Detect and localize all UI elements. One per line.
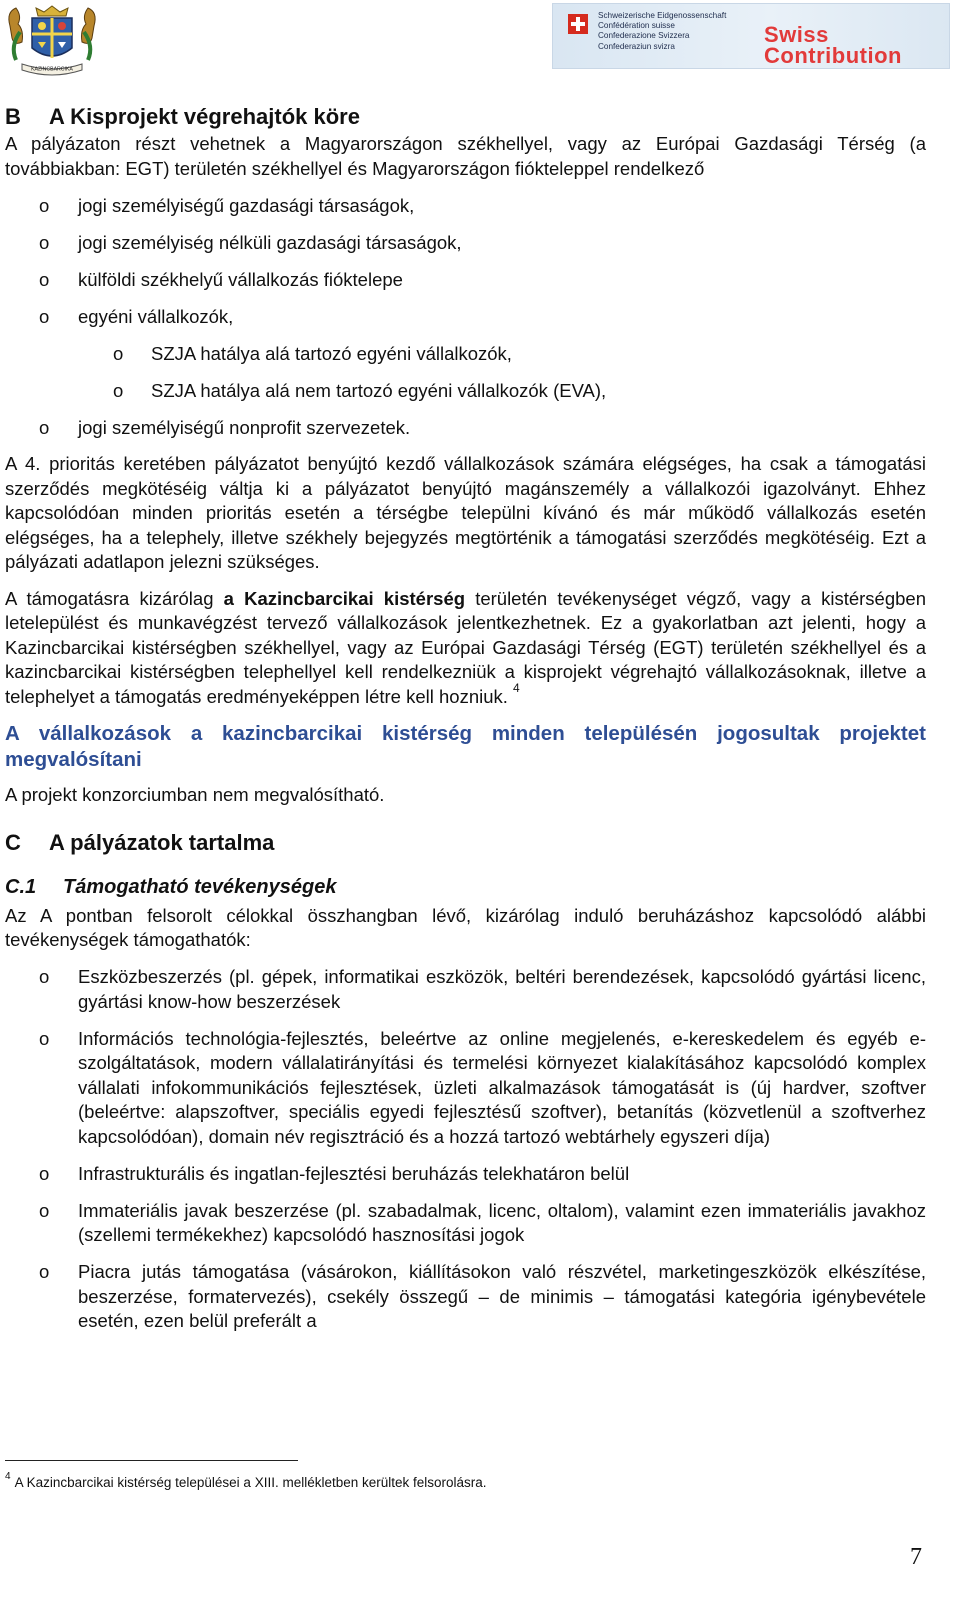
footnote-reference: 4: [513, 680, 520, 695]
brand-line: Contribution: [764, 43, 902, 68]
section-letter: C: [5, 829, 21, 855]
list-item-text: Infrastrukturális és ingatlan-fejlesztési beruházás telekhatáron belül: [78, 1162, 630, 1184]
list-item-text: jogi személyiség nélküli gazdasági társaságok,: [78, 231, 462, 253]
bullet: o: [39, 231, 50, 253]
subsection-title: Támogatható tevékenységek: [63, 875, 337, 898]
bullet: o: [113, 379, 124, 401]
confed-line: Confederazione Svizzera: [598, 31, 690, 41]
page-number: 7: [910, 1544, 922, 1570]
confed-line: Schweizerische Eidgenossenschaft: [598, 11, 727, 20]
supported-activities-list: [5, 965, 926, 1334]
paragraph-bold-text: a Kazincbarcikai kistérség: [223, 587, 466, 609]
kazincbarcika-coat-of-arms-logo: [4, 2, 100, 78]
footnote-text: A Kazincbarcikai kistérség települései a XIII. mellékletben kerültek felsorolásra.: [14, 1475, 487, 1490]
document-body: [5, 100, 926, 1334]
blue-highlight-heading: A vállalkozások a kazincbarcikai kistérség minden településén jogosultak projektet megvalósítani: [5, 722, 926, 771]
list-item-text: jogi személyiségű nonprofit szervezetek.: [78, 416, 411, 438]
list-item: [5, 231, 926, 256]
eligible-entity-list: [5, 194, 926, 330]
section-c-heading: [5, 828, 926, 858]
section-b-intro: A pályázaton részt vehetnek a Magyarországon székhellyel, vagy az Európai Gazdasági Térség (a továbbiakban: EGT) területén székhellyel és Magyarországon fióktelеppel rendelkező: [5, 133, 926, 179]
eligible-entity-list-end: [5, 416, 926, 441]
swiss-contribution-logo: [552, 3, 950, 69]
bullet: o: [113, 342, 124, 364]
section-title: A pályázatok tartalma: [49, 829, 275, 855]
list-item-text: Eszközbeszerzés (pl. gépek, informatikai eszközök, beltéri berendezések, kapcsolódó gyártási licenc, gyártási know-how beszerzések: [78, 966, 926, 1012]
confed-line: Confédération suisse: [598, 21, 675, 31]
paragraph-text: A támogatásra kizárólag: [5, 587, 224, 609]
list-item: [5, 305, 926, 330]
list-item-text: Immateriális javak beszerzése (pl. szabadalmak, licenc, oltalom), valamint ezen immateriális javakhoz (szellemi termékekhez) kapcsolódó hasznosítási jogok: [78, 1199, 926, 1245]
brand-line: Swiss: [764, 22, 829, 47]
list-item: [5, 1162, 926, 1187]
section-letter: B: [5, 104, 21, 129]
list-item-text: külföldi székhelyű vállalkozás fióktelepe: [78, 268, 403, 290]
section-title: A Kisprojekt végrehajtók köre: [49, 104, 360, 129]
bullet: o: [39, 194, 50, 216]
swiss-flag-icon: [568, 14, 588, 34]
swiss-contribution-brand: [764, 24, 902, 66]
list-item: [5, 194, 926, 219]
list-item-text: SZJA hatálya alá tartozó egyéni vállalkozók,: [151, 342, 512, 364]
consortium-note: A projekt konzorciumban nem megvalósítható.: [5, 784, 385, 805]
bullet: o: [39, 305, 50, 327]
list-item: [5, 1199, 926, 1248]
bullet: o: [39, 1261, 50, 1282]
list-item-text: jogi személyiségű gazdasági társaságok,: [78, 194, 415, 216]
footnote-number: 4: [5, 1471, 11, 1482]
subsection-c1-heading: [5, 874, 926, 900]
bullet: o: [39, 416, 50, 438]
priority-4-paragraph: A 4. prioritás keretében pályázatot benyújtó kezdő vállalkozások számára elégséges, ha csak a támogatási szerződés megkötéséig váltja ki a pályázatot benyújtó magánszemély a vállalkozói igazolványt. Ehhez kapcsolódóan minden prioritás esetén a térségbe települni kívánó és már működő vállalkozás esetén elégséges, ha a telephely, illetve székhely bejegyzés megtörténik a támogatási szerződés megkötéséig. Ezt a pályázati adatlapon jelezni szükséges.: [5, 453, 926, 572]
page-header: [0, 0, 960, 90]
bullet: o: [39, 1027, 50, 1049]
list-item-text: SZJA hatálya alá nem tartozó egyéni vállalkozók (EVA),: [151, 379, 607, 401]
sole-trader-sublist: [5, 342, 926, 404]
bullet: o: [39, 268, 50, 290]
list-item: [5, 1027, 926, 1150]
list-item-text: Információs technológia-fejlesztés, beleértve az online megjelenés, e-kereskedelem és egyéb e-szolgáltatások, modern vállalatirányítási és termelési környezet kialakításához kapcsolódó komplex vállalati infokommunikációs fejlesztések, üzleti alkalmazások támogatását is (új hardver, szoftver (beleértve: alapszoftver, speciális egyedi fejlesztésű szoftver), betanítás (közvetlenül a szoftverhez kapcsolódóan), domain név regisztráció és a hozzá tartozó webtárhely egyszeri díja): [78, 1027, 926, 1147]
footnote: [5, 1471, 487, 1494]
subsection-number: C.1: [5, 875, 37, 898]
footnote-separator: [5, 1460, 298, 1461]
list-item: [5, 965, 926, 1014]
list-item: [5, 268, 926, 293]
list-item-text: Piacra jutás támogatása (vásárokon, kiállításokon való részvétel, marketingeszközök elkészítése, beszerzése, formatervezés), csekély összegű – de minimis – támogatási kategória igénybevétele esetén, ezen belül preferált a: [78, 1261, 926, 1331]
list-item: [5, 1260, 926, 1334]
bullet: o: [39, 1162, 50, 1184]
swiss-confederation-text: [598, 11, 726, 52]
section-b-heading: [5, 102, 926, 132]
confed-line: Confederaziun svizra: [598, 41, 675, 51]
logo-ribbon-text: KAZINCBARCIKA: [31, 66, 73, 73]
list-item-text: egyéni vállalkozók,: [78, 305, 234, 327]
paragraph-text: területén tevékenységet végző, vagy a kistérségben letelepülést és munkavégzést tervező vállalkozások jelentkezhetnek. Ez a gyakorlatban azt jelenti, hogy a Kazincbarcikai kistérségben székhellyel, vagy az Európai Gazdasági Térség (EGT) területén székhellyel és a kazincbarcikai kistérségben telephellyel kell rendelkezniük a kisprojekt végrehajtó vállalkozásoknak, illetve a telephelyet a támogatás eredményeképpen létre kell hozniuk.: [5, 587, 926, 707]
sublist-item: [5, 379, 926, 404]
sublist-item: [5, 342, 926, 367]
bullet: o: [39, 966, 50, 987]
list-item: [5, 416, 926, 441]
section-c-intro: Az A pontban felsorolt célokkal összhangban lévő, kizárólag induló beruházáshoz kapcsolódó alábbi tevékenységek támogathatók:: [5, 904, 926, 950]
bullet: o: [39, 1199, 50, 1221]
eligibility-area-paragraph: [5, 587, 926, 712]
